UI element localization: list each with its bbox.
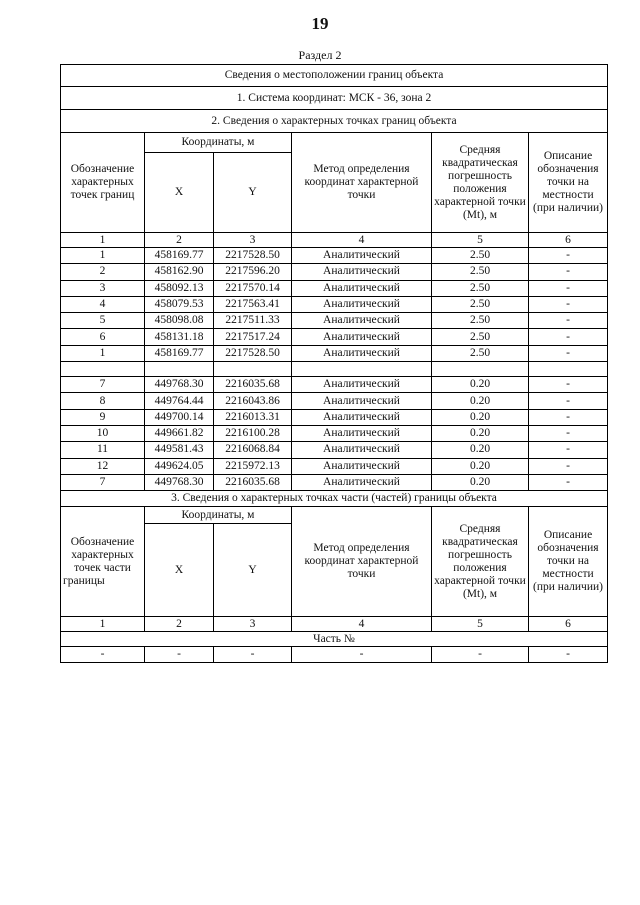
- description-cell: -: [529, 313, 608, 329]
- column-number: 4: [292, 233, 432, 248]
- part-cell: -: [529, 647, 608, 663]
- column-number: 1: [61, 617, 145, 632]
- method-cell: Аналитический: [292, 296, 432, 312]
- accuracy-cell: 0.20: [432, 442, 529, 458]
- method-cell: Аналитический: [292, 248, 432, 264]
- description-cell: -: [529, 280, 608, 296]
- table-row: [61, 329, 608, 345]
- header3-x: X: [145, 524, 214, 617]
- method-cell: Аналитический: [292, 425, 432, 441]
- point-number: 3: [61, 280, 145, 296]
- table-row: [61, 280, 608, 296]
- x-coordinate: 458169.77: [145, 345, 214, 361]
- y-coordinate: 2217596.20: [214, 264, 292, 280]
- description-cell: -: [529, 329, 608, 345]
- column-number: 6: [529, 233, 608, 248]
- description-cell: -: [529, 393, 608, 409]
- method-cell: Аналитический: [292, 409, 432, 425]
- column-number: 2: [145, 617, 214, 632]
- part-row: [61, 647, 608, 663]
- x-coordinate: 449624.05: [145, 458, 214, 474]
- accuracy-cell: 2.50: [432, 313, 529, 329]
- description-cell: -: [529, 442, 608, 458]
- accuracy-cell: 2.50: [432, 296, 529, 312]
- point-number: 12: [61, 458, 145, 474]
- part-cell: -: [214, 647, 292, 663]
- table-row: [61, 248, 608, 264]
- header3-designation: Обозначение характерных точек части границы: [61, 507, 145, 617]
- header-description: Описание обозначения точки на местности (при наличии): [529, 133, 608, 233]
- y-coordinate: 2217570.14: [214, 280, 292, 296]
- section2-title: 2. Сведения о характерных точках границ объекта: [61, 110, 608, 133]
- column-number: 2: [145, 233, 214, 248]
- table-row: [61, 264, 608, 280]
- header-method: Метод определения координат характерной точки: [292, 133, 432, 233]
- header-coords: Координаты, м: [145, 133, 292, 153]
- y-coordinate: 2217511.33: [214, 313, 292, 329]
- x-coordinate: 449700.14: [145, 409, 214, 425]
- description-cell: -: [529, 345, 608, 361]
- column-number: 5: [432, 233, 529, 248]
- description-cell: -: [529, 458, 608, 474]
- x-coordinate: 458162.90: [145, 264, 214, 280]
- accuracy-cell: 0.20: [432, 425, 529, 441]
- x-coordinate: 458169.77: [145, 248, 214, 264]
- header3-accuracy: Средняя квадратическая погрешность положения характерной точки (Mt), м: [432, 507, 529, 617]
- y-coordinate: 2217517.24: [214, 329, 292, 345]
- boundary-table: [60, 64, 608, 663]
- description-cell: -: [529, 409, 608, 425]
- point-number: 1: [61, 248, 145, 264]
- accuracy-cell: 0.20: [432, 474, 529, 490]
- point-number: 11: [61, 442, 145, 458]
- accuracy-cell: 2.50: [432, 280, 529, 296]
- accuracy-cell: 0.20: [432, 409, 529, 425]
- point-number: 1: [61, 345, 145, 361]
- y-coordinate: 2216043.86: [214, 393, 292, 409]
- point-number: 5: [61, 313, 145, 329]
- column-number: 4: [292, 617, 432, 632]
- part-cell: -: [61, 647, 145, 663]
- part-cell: -: [292, 647, 432, 663]
- table-row: [61, 313, 608, 329]
- y-coordinate: 2216035.68: [214, 474, 292, 490]
- accuracy-cell: 0.20: [432, 377, 529, 393]
- x-coordinate: 449661.82: [145, 425, 214, 441]
- table-row: [61, 425, 608, 441]
- section3-title: 3. Сведения о характерных точках части (частей) границы объекта: [61, 491, 608, 507]
- method-cell: Аналитический: [292, 377, 432, 393]
- point-number: 10: [61, 425, 145, 441]
- description-cell: -: [529, 264, 608, 280]
- header3-y: Y: [214, 524, 292, 617]
- accuracy-cell: 0.20: [432, 393, 529, 409]
- table-row: [61, 296, 608, 312]
- part-cell: -: [432, 647, 529, 663]
- y-coordinate: 2216013.31: [214, 409, 292, 425]
- method-cell: Аналитический: [292, 474, 432, 490]
- method-cell: Аналитический: [292, 345, 432, 361]
- y-coordinate: 2217528.50: [214, 345, 292, 361]
- table-row: [61, 345, 608, 361]
- description-cell: -: [529, 377, 608, 393]
- column-number: 5: [432, 617, 529, 632]
- column-numbers-row: [61, 233, 608, 248]
- y-coordinate: 2216035.68: [214, 377, 292, 393]
- method-cell: Аналитический: [292, 393, 432, 409]
- point-number: 8: [61, 393, 145, 409]
- coord-system: 1. Система координат: МСК - 36, зона 2: [61, 87, 608, 110]
- header-accuracy: Средняя квадратическая погрешность положения характерной точки (Mt), м: [432, 133, 529, 233]
- point-number: 9: [61, 409, 145, 425]
- y-coordinate: 2217528.50: [214, 248, 292, 264]
- point-number: 6: [61, 329, 145, 345]
- table-row: [61, 458, 608, 474]
- x-coordinate: 449768.30: [145, 474, 214, 490]
- section-label: Раздел 2: [298, 48, 342, 62]
- accuracy-cell: 2.50: [432, 264, 529, 280]
- x-coordinate: 458131.18: [145, 329, 214, 345]
- accuracy-cell: 2.50: [432, 329, 529, 345]
- x-coordinate: 458079.53: [145, 296, 214, 312]
- table-row: [61, 442, 608, 458]
- method-cell: Аналитический: [292, 442, 432, 458]
- table-row: [61, 393, 608, 409]
- accuracy-cell: 0.20: [432, 458, 529, 474]
- column-number: 3: [214, 617, 292, 632]
- header-x: X: [145, 153, 214, 233]
- y-coordinate: 2216068.84: [214, 442, 292, 458]
- point-number: 7: [61, 377, 145, 393]
- x-coordinate: 449764.44: [145, 393, 214, 409]
- table-title: Сведения о местоположении границ объекта: [61, 65, 608, 87]
- part-label: Часть №: [61, 632, 608, 647]
- part-cell: -: [145, 647, 214, 663]
- method-cell: Аналитический: [292, 313, 432, 329]
- column-number: 6: [529, 617, 608, 632]
- y-coordinate: 2217563.41: [214, 296, 292, 312]
- description-cell: -: [529, 474, 608, 490]
- page-number: 19: [311, 14, 329, 33]
- column-numbers-row-3: [61, 617, 608, 632]
- table-row: [61, 377, 608, 393]
- table-row: [61, 409, 608, 425]
- header3-method: Метод определения координат характерной точки: [292, 507, 432, 617]
- x-coordinate: 449581.43: [145, 442, 214, 458]
- description-cell: -: [529, 296, 608, 312]
- header-y: Y: [214, 153, 292, 233]
- table-row: [61, 474, 608, 490]
- method-cell: Аналитический: [292, 458, 432, 474]
- column-number: 3: [214, 233, 292, 248]
- point-number: 7: [61, 474, 145, 490]
- x-coordinate: 458098.08: [145, 313, 214, 329]
- method-cell: Аналитический: [292, 280, 432, 296]
- y-coordinate: 2215972.13: [214, 458, 292, 474]
- accuracy-cell: 2.50: [432, 345, 529, 361]
- accuracy-cell: 2.50: [432, 248, 529, 264]
- point-number: 2: [61, 264, 145, 280]
- description-cell: -: [529, 425, 608, 441]
- x-coordinate: 449768.30: [145, 377, 214, 393]
- method-cell: Аналитический: [292, 264, 432, 280]
- header3-coords: Координаты, м: [145, 507, 292, 524]
- column-number: 1: [61, 233, 145, 248]
- x-coordinate: 458092.13: [145, 280, 214, 296]
- method-cell: Аналитический: [292, 329, 432, 345]
- point-number: 4: [61, 296, 145, 312]
- description-cell: -: [529, 248, 608, 264]
- header3-description: Описание обозначения точки на местности (при наличии): [529, 507, 608, 617]
- y-coordinate: 2216100.28: [214, 425, 292, 441]
- header-designation: Обозначение характерных точек границ: [61, 133, 145, 233]
- blank-separator-row: [61, 362, 608, 377]
